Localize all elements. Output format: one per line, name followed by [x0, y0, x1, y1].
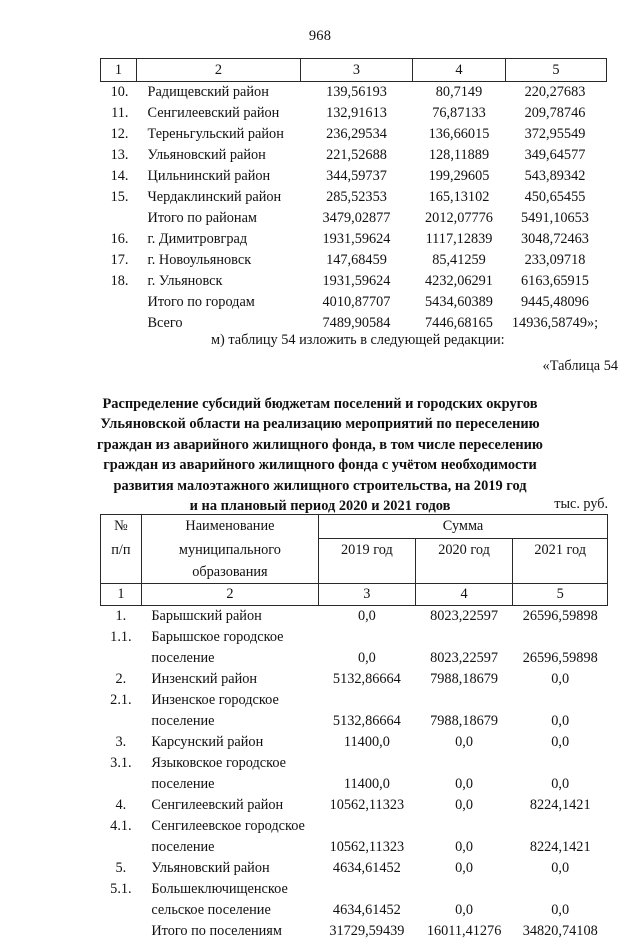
value-col-5: 0,0: [551, 712, 570, 729]
municipality-name: г. Новоульяновск: [147, 252, 252, 268]
row-number-cont: [101, 837, 142, 858]
value-col-3: [319, 879, 416, 900]
value-col-3: 11400,0: [343, 775, 390, 792]
value-col-4: 0,0: [455, 859, 474, 876]
municipality-name: Языковское городское: [151, 754, 286, 771]
row-number: 14.: [110, 168, 129, 184]
municipality-name-cont: поселение: [151, 775, 215, 792]
t2-header-name-line2: муниципального образования: [141, 539, 318, 584]
value-col-5: 372,95549: [524, 126, 586, 142]
value-col-3: 0,0: [357, 649, 376, 666]
t2-colnum-5: 5: [513, 583, 608, 605]
municipality-name: Карсунский район: [151, 733, 264, 750]
value-col-5: 9445,48096: [521, 294, 589, 310]
municipality-name: Ульяновский район: [151, 859, 270, 876]
table-row: [101, 711, 608, 732]
table-row: [101, 669, 608, 690]
row-number: 18.: [110, 273, 129, 289]
table-row: [101, 229, 607, 250]
value-col-3: [319, 627, 416, 648]
municipality-name: Сенгилеевский район: [147, 105, 280, 121]
table-row: [101, 292, 607, 313]
table-row: [101, 208, 607, 229]
value-col-5: 0,0: [551, 901, 570, 918]
value-col-4: 80,7149: [435, 84, 483, 100]
table-row: [101, 145, 607, 166]
t1-colnum-5: 5: [506, 59, 607, 82]
value-col-5: 349,64577: [524, 147, 586, 163]
row-number: 2.1.: [110, 691, 132, 708]
table-row: [101, 187, 607, 208]
value-col-3: 0,0: [357, 607, 376, 624]
value-col-4: 136,66015: [428, 126, 490, 142]
value-col-3: 147,68459: [326, 252, 387, 268]
value-col-4: [415, 627, 513, 648]
value-col-3: 139,56193: [326, 84, 387, 100]
t2-header-no-line1: №: [101, 515, 142, 539]
municipality-name: Барышский район: [151, 607, 262, 624]
value-col-5: 543,89342: [524, 168, 586, 184]
subsidies-distribution-table: [100, 514, 608, 942]
value-col-3: 5132,86664: [332, 670, 401, 687]
t1-colnum-3: 3: [301, 59, 413, 82]
value-col-3: 31729,59439: [329, 922, 405, 939]
value-col-3: 4634,61452: [332, 859, 401, 876]
value-col-4: 199,29605: [428, 168, 490, 184]
value-col-4: 0,0: [455, 838, 474, 855]
row-number: 5.1.: [110, 880, 132, 897]
municipality-name-cont: поселение: [151, 649, 215, 666]
table-2-column-number-row: [101, 583, 608, 605]
value-col-3: 1931,59624: [322, 273, 391, 289]
value-col-3: 4634,61452: [332, 901, 401, 918]
municipality-name: Инзенское городское: [151, 691, 279, 708]
table-1-body: [101, 82, 607, 335]
table-2-container: [100, 514, 608, 942]
value-col-4: 4232,06291: [425, 273, 493, 289]
value-col-5: 0,0: [551, 733, 570, 750]
units-label: тыс. руб.: [554, 496, 608, 512]
municipality-name: Всего: [147, 315, 183, 331]
t2-colnum-3: 3: [319, 583, 416, 605]
table-2-title-line-4: граждан из аварийного жилищного фонда с учётом необходимости: [103, 457, 537, 474]
table-row: [101, 103, 607, 124]
value-col-3: 3479,02877: [322, 210, 391, 226]
value-col-3: [319, 690, 416, 711]
row-number-cont: [101, 774, 142, 795]
table-row: [101, 921, 608, 942]
municipality-name: Сенгилеевское городское: [151, 817, 305, 834]
row-number: 11.: [111, 105, 129, 121]
value-col-3: 132,91613: [326, 105, 387, 121]
value-col-4: 165,13102: [428, 189, 490, 205]
row-number: [101, 921, 142, 942]
value-col-4: 2012,07776: [425, 210, 493, 226]
value-col-4: 0,0: [455, 733, 474, 750]
value-col-5: 6163,65915: [521, 273, 589, 289]
value-col-3: 344,59737: [326, 168, 387, 184]
value-col-4: 16011,41276: [426, 922, 502, 939]
municipality-name: Барышское городское: [151, 628, 284, 645]
municipality-name: Итого по городам: [147, 294, 255, 310]
table-2-body: [101, 605, 608, 942]
value-col-3: 221,52688: [326, 147, 387, 163]
municipality-name: Ульяновский район: [147, 147, 266, 163]
table-1-container: [100, 58, 607, 334]
row-number: 3.: [115, 733, 127, 750]
value-col-3: 1931,59624: [322, 231, 391, 247]
municipality-name-cont: поселение: [151, 712, 215, 729]
municipality-name: Цильнинский район: [147, 168, 271, 184]
municipality-name: Итого по поселениям: [151, 922, 282, 939]
table-2-title-line-6: и на плановый период 2020 и 2021 годов: [189, 498, 451, 515]
value-col-4: 5434,60389: [425, 294, 493, 310]
t2-header-sum: Сумма: [319, 515, 608, 539]
municipality-name-cont: сельское поселение: [151, 901, 271, 918]
row-number: 12.: [110, 126, 129, 142]
t2-colnum-1: 1: [101, 583, 142, 605]
t2-header-year-2021: 2021 год: [513, 539, 608, 584]
municipality-name: г. Ульяновск: [147, 273, 223, 289]
value-col-4: [415, 816, 513, 837]
value-col-3: 11400,0: [343, 733, 390, 750]
row-number: 1.: [115, 607, 127, 624]
row-number: 1.1.: [110, 628, 132, 645]
table-row: [101, 753, 608, 774]
value-col-5: [513, 753, 608, 774]
value-col-4: 8023,22597: [430, 607, 499, 624]
t1-colnum-1: 1: [101, 59, 137, 82]
value-col-5: 233,09718: [524, 252, 586, 268]
value-col-4: 85,41259: [432, 252, 486, 268]
value-col-5: 8224,1421: [529, 796, 591, 813]
row-number: 17.: [110, 252, 129, 268]
value-col-5: 34820,74108: [522, 922, 598, 939]
t2-colnum-4: 4: [415, 583, 513, 605]
value-col-5: 220,27683: [524, 84, 586, 100]
value-col-4: 0,0: [455, 796, 474, 813]
table-2-header-row-2: [101, 539, 608, 584]
value-col-5: 0,0: [551, 859, 570, 876]
t1-colnum-4: 4: [413, 59, 506, 82]
table-row: [101, 816, 608, 837]
value-col-3: 10562,11323: [329, 838, 405, 855]
value-col-3: 5132,86664: [332, 712, 401, 729]
table-2-header-row-1: [101, 515, 608, 539]
table-row: [101, 774, 608, 795]
value-col-4: 76,87133: [432, 105, 486, 121]
row-number: [101, 208, 137, 229]
table-2-title-line-3: граждан из аварийного жилищного фонда, в том числе переселению: [97, 436, 543, 453]
table-2-title-line-1: Распределение субсидий бюджетам поселений и городских округов: [102, 396, 538, 412]
table-1-column-number-row: [101, 59, 607, 82]
table-number-label: «Таблица 54: [542, 358, 618, 374]
value-col-4: 0,0: [455, 775, 474, 792]
municipality-name: Большеключищенское: [151, 880, 288, 897]
value-col-5: 8224,1421: [529, 838, 591, 855]
value-col-5: 0,0: [551, 775, 570, 792]
row-number: 16.: [110, 231, 129, 247]
value-col-3: [319, 816, 416, 837]
t2-header-name-line1: Наименование: [141, 515, 318, 539]
row-number: 2.: [115, 670, 127, 687]
t2-header-no-line2: п/п: [101, 539, 142, 584]
table-row: [101, 166, 607, 187]
value-col-5: 5491,10653: [521, 210, 589, 226]
value-col-5: [513, 816, 608, 837]
municipality-name: г. Димитровград: [147, 231, 248, 247]
value-col-4: 128,11889: [428, 147, 490, 163]
value-col-5: 26596,59898: [522, 607, 598, 624]
value-col-4: 0,0: [455, 901, 474, 918]
value-col-4: 7988,18679: [430, 670, 499, 687]
row-number: 3.1.: [110, 754, 132, 771]
value-col-5: [513, 690, 608, 711]
value-col-3: 4010,87707: [322, 294, 391, 310]
value-col-4: 7446,68165: [425, 315, 493, 331]
value-col-4: 8023,22597: [430, 649, 499, 666]
t2-colnum-2: 2: [141, 583, 318, 605]
row-number-cont: [101, 648, 142, 669]
value-col-4: 1117,12839: [425, 231, 493, 247]
table-row: [101, 605, 608, 627]
municipality-name: Тереньгульский район: [147, 126, 284, 142]
municipality-name: Итого по районам: [147, 210, 257, 226]
value-col-5: 209,78746: [524, 105, 586, 121]
row-number: 4.1.: [110, 817, 132, 834]
table-2-title-line-2: Ульяновской области на реализацию мероприятий по переселению: [100, 416, 540, 433]
value-col-3: 236,29534: [326, 126, 387, 142]
t1-colnum-2: 2: [137, 59, 301, 82]
table-row: [101, 271, 607, 292]
value-col-3: [319, 753, 416, 774]
row-number: [101, 313, 137, 334]
row-number: 4.: [115, 796, 127, 813]
value-col-5: 3048,72463: [521, 231, 589, 247]
value-col-4: 7988,18679: [430, 712, 499, 729]
table-row: [101, 250, 607, 271]
value-col-3: 10562,11323: [329, 796, 405, 813]
page-number: 968: [308, 28, 332, 44]
table-row: [101, 837, 608, 858]
value-col-4: [415, 753, 513, 774]
municipality-name: Радищевский район: [147, 84, 269, 100]
table-row: [101, 879, 608, 900]
value-col-5: 26596,59898: [522, 649, 598, 666]
row-number: 15.: [110, 189, 129, 205]
row-number: [101, 292, 137, 313]
table-row: [101, 648, 608, 669]
table-row: [101, 690, 608, 711]
table-2-title-line-5: развития малоэтажного жилищного строительства, на 2019 год: [113, 477, 527, 494]
value-col-4: [415, 879, 513, 900]
row-number: 5.: [115, 859, 127, 876]
table-row: [101, 795, 608, 816]
municipality-name: Инзенский район: [151, 670, 258, 687]
table-row: [101, 858, 608, 879]
value-col-5: 0,0: [551, 670, 570, 687]
table-row: [101, 732, 608, 753]
table-row: [101, 627, 608, 648]
clause-text: м) таблицу 54 изложить в следующей редакции:: [211, 332, 505, 348]
row-number: 10.: [110, 84, 129, 100]
value-col-3: 285,52353: [326, 189, 387, 205]
subsidies-table-continued: [100, 58, 607, 334]
municipality-name: Сенгилеевский район: [151, 796, 284, 813]
table-row: [101, 82, 607, 104]
t2-header-year-2019: 2019 год: [319, 539, 416, 584]
value-col-5: [513, 879, 608, 900]
value-col-5: [513, 627, 608, 648]
row-number: 13.: [110, 147, 129, 163]
row-number-cont: [101, 900, 142, 921]
value-col-5: 14936,58749»;: [511, 315, 599, 331]
table-row: [101, 900, 608, 921]
municipality-name: Чердаклинский район: [147, 189, 282, 205]
t2-header-year-2020: 2020 год: [415, 539, 513, 584]
municipality-name-cont: поселение: [151, 838, 215, 855]
value-col-3: 7489,90584: [322, 315, 391, 331]
row-number-cont: [101, 711, 142, 732]
table-row: [101, 124, 607, 145]
value-col-5: 450,65455: [524, 189, 586, 205]
value-col-4: [415, 690, 513, 711]
